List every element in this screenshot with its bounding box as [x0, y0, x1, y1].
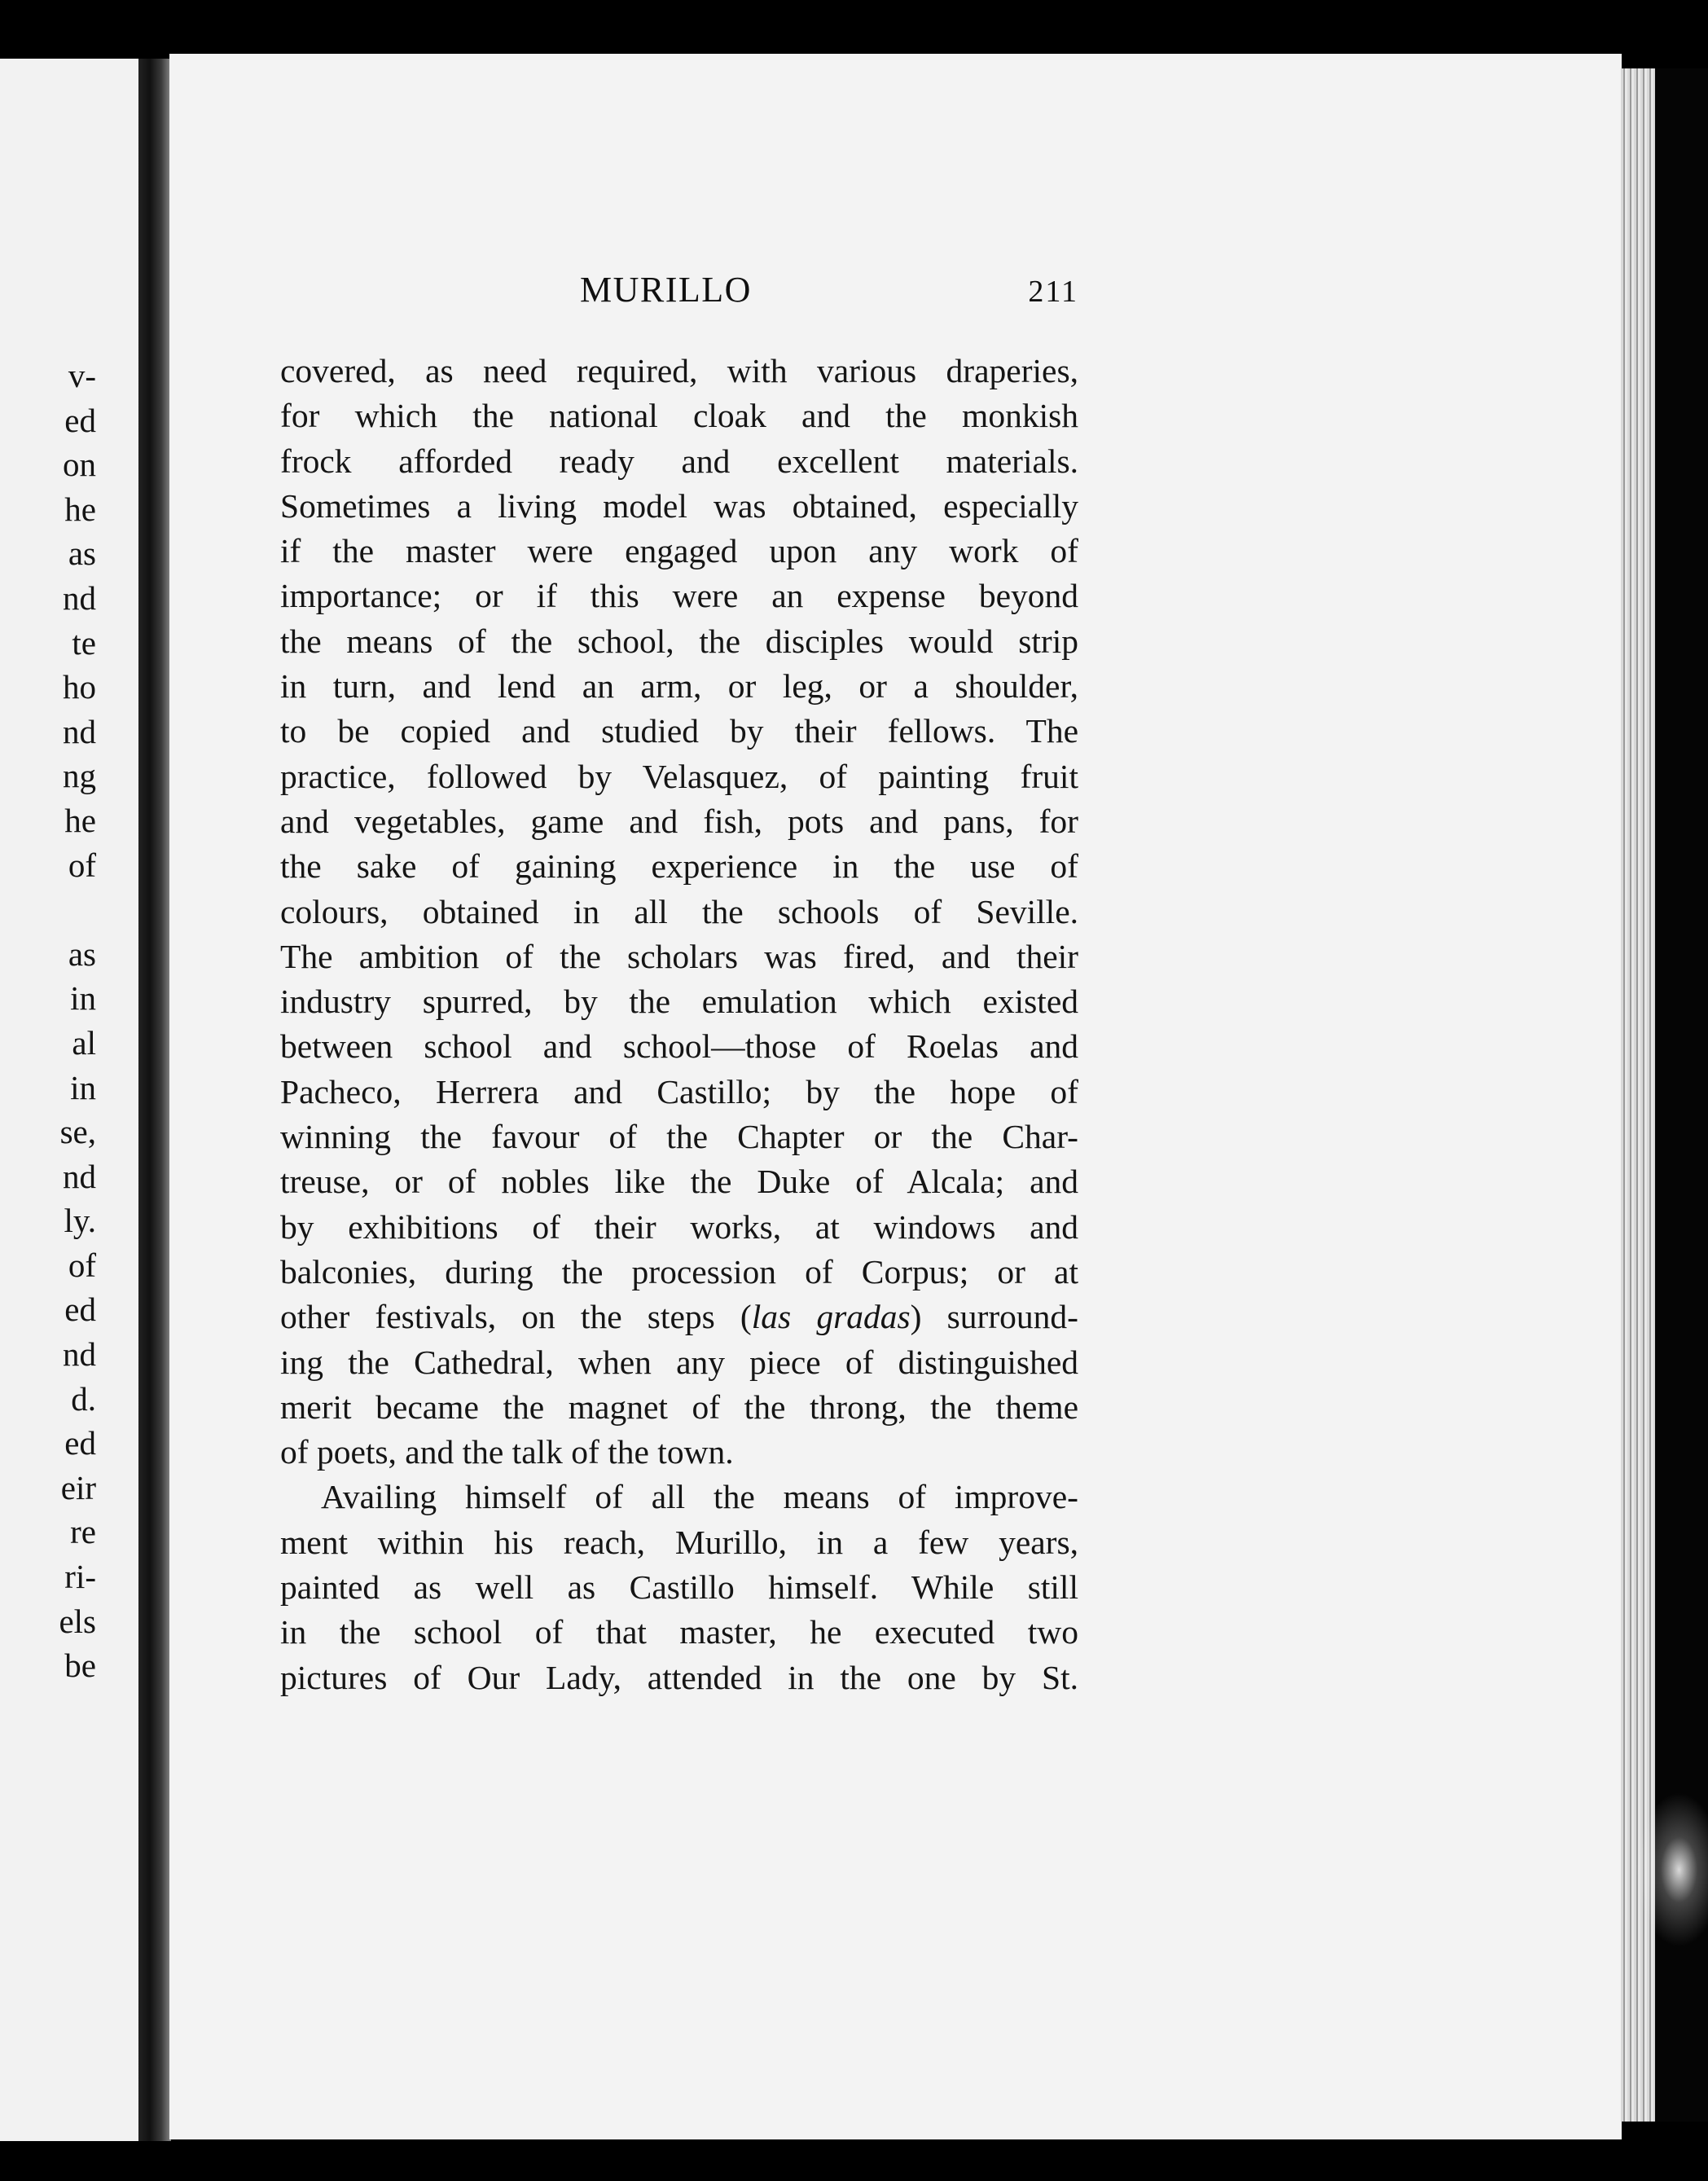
text-fragment: he	[64, 801, 96, 839]
book-gutter	[138, 59, 171, 2141]
text-line: treuse, or of nobles like the Duke of Alcala; and	[280, 1163, 1078, 1201]
text-fragment: in	[70, 1068, 96, 1106]
text-fragment: eir	[60, 1468, 96, 1506]
text-fragment: se,	[59, 1113, 96, 1151]
text-fragment: te	[72, 623, 96, 662]
italic-phrase: las gradas	[751, 1298, 911, 1336]
text-fragment: be	[64, 1647, 96, 1685]
text-fragment: ri-	[64, 1558, 96, 1596]
text-line: ment within his reach, Murillo, in a few years,	[280, 1523, 1078, 1561]
light-glint	[1636, 1792, 1708, 1947]
text-fragment: ed	[64, 1424, 96, 1462]
text-segment: other festivals, on the steps (	[280, 1298, 752, 1336]
paragraph	[280, 1475, 1078, 1700]
text-line: to be copied and studied by their fellows. The	[280, 712, 1078, 750]
text-line: between school and school—those of Roelas and	[280, 1027, 1078, 1066]
text-fragment: as	[68, 534, 96, 573]
text-fragment: in	[70, 979, 96, 1018]
text-line: industry spurred, by the emulation which existed	[280, 983, 1078, 1021]
text-fragment: re	[70, 1513, 96, 1551]
text-line: and vegetables, game and fish, pots and pans, for	[280, 802, 1078, 840]
text-fragment	[0, 887, 96, 932]
paragraph	[280, 349, 1078, 1475]
text-fragment: he	[64, 490, 96, 528]
text-line: balconies, during the procession of Corpus; or at	[280, 1252, 1078, 1291]
text-fragment: ng	[63, 757, 96, 795]
text-line: for which the national cloak and the monkish	[280, 397, 1078, 435]
text-fragment: of	[68, 846, 96, 884]
text-fragment: ed	[64, 401, 96, 439]
text-line: by exhibitions of their works, at windows and	[280, 1207, 1078, 1246]
text-line: importance; or if this were an expense beyond	[280, 577, 1078, 615]
text-line: Availing himself of all the means of improve-	[321, 1478, 1078, 1516]
text-fragment: d.	[71, 1379, 96, 1418]
text-fragment: els	[59, 1602, 96, 1640]
text-segment: ) surround-	[910, 1298, 1078, 1336]
text-fragment: of	[68, 1246, 96, 1284]
text-line: the means of the school, the disciples would strip	[280, 622, 1078, 660]
body-text	[280, 349, 1078, 1700]
text-line	[280, 1295, 1078, 1339]
text-line: winning the favour of the Chapter or the Char-	[280, 1118, 1078, 1156]
text-line: Pacheco, Herrera and Castillo; by the hope of	[280, 1072, 1078, 1110]
text-fragment: nd	[63, 1335, 96, 1374]
text-line: painted as well as Castillo himself. While still	[280, 1568, 1078, 1607]
text-fragment: as	[68, 934, 96, 973]
text-fragment: al	[72, 1023, 96, 1062]
previous-page	[0, 59, 138, 2141]
text-fragment: ed	[64, 1291, 96, 1329]
text-fragment: ho	[63, 668, 96, 706]
running-head	[280, 269, 1078, 318]
text-line: the sake of gaining experience in the use of	[280, 847, 1078, 886]
text-fragment: nd	[63, 712, 96, 750]
text-line: Sometimes a living model was obtained, especially	[280, 486, 1078, 525]
text-line: pictures of Our Lady, attended in the one by St.	[280, 1658, 1078, 1696]
text-line: frock afforded ready and excellent materials.	[280, 442, 1078, 480]
text-line: practice, followed by Velasquez, of painting fruit	[280, 757, 1078, 795]
page-number: 211	[1028, 275, 1078, 309]
text-line: colours, obtained in all the schools of Seville.	[280, 892, 1078, 930]
text-line: merit became the magnet of the throng, the theme	[280, 1387, 1078, 1426]
text-line: in the school of that master, he executed two	[280, 1613, 1078, 1651]
text-fragment: nd	[63, 1157, 96, 1195]
text-line: ing the Cathedral, when any piece of distinguished	[280, 1343, 1078, 1381]
text-line: covered, as need required, with various draperies,	[280, 352, 1078, 389]
text-fragment: ly.	[64, 1202, 96, 1240]
text-line: of poets, and the talk of the town.	[280, 1433, 734, 1471]
text-line: The ambition of the scholars was fired, and their	[280, 937, 1078, 975]
text-fragment: v-	[68, 357, 96, 394]
text-line: in turn, and lend an arm, or leg, or a shoulder,	[280, 667, 1078, 706]
text-fragment: on	[63, 446, 96, 484]
running-title: MURILLO	[580, 270, 752, 310]
text-fragment: nd	[63, 578, 96, 617]
text-line: if the master were engaged upon any work of	[280, 532, 1078, 570]
previous-page-text	[0, 354, 96, 1688]
